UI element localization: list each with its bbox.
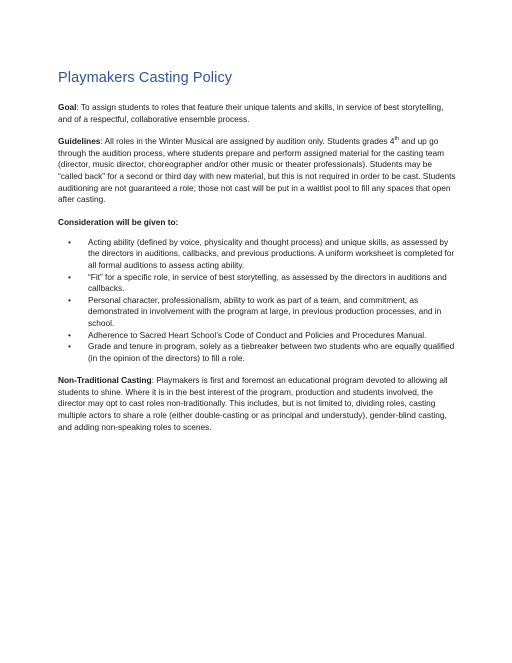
bullet-icon: •: [68, 329, 71, 340]
guidelines-text-after: and up go through the audition process, where students prepare and perform assigned material for the casting team (director, music director, choreographer and/or other music or theater professionals). Students may be “called back” for a second or third day with new material, but this is not required in order to be cast. Students auditioning are not guaranteed a role; those not cast will be put in a waitlist pool to fill any spaces that open after casting.: [58, 136, 456, 205]
list-item: [58, 237, 458, 272]
guidelines-text-before: : All roles in the Winter Musical are assigned by audition only. Students grades 4: [100, 136, 395, 147]
list-item-text: Acting ability (defined by voice, physicality and thought process) and unique skills, as assessed by the directors in auditions, callbacks, and previous productions. A uniform worksheet is completed for all formal auditions to assess acting ability.: [88, 236, 455, 270]
list-item: [58, 295, 458, 330]
bullet-icon: •: [68, 294, 71, 305]
list-item: [58, 330, 458, 342]
list-item-text: Adherence to Sacred Heart School’s Code of Conduct and Policies and Procedures Manual.: [88, 329, 427, 340]
goal-paragraph: [58, 102, 458, 125]
list-item-text: “Fit” for a specific role, in service of best storytelling, as assessed by the directors in auditions and callbacks.: [88, 271, 447, 294]
consideration-list: [58, 237, 458, 365]
document-page: [58, 70, 458, 444]
consideration-heading: Consideration will be given to:: [58, 216, 179, 227]
bullet-icon: •: [68, 341, 71, 352]
goal-text: : To assign students to roles that feature their unique talents and skills, in service of best storytelling, and of a respectful, collaborative ensemble process.: [58, 102, 444, 124]
goal-label: Goal: [58, 102, 77, 112]
bullet-icon: •: [68, 236, 71, 247]
bullet-icon: •: [68, 271, 71, 282]
non-traditional-text: : Playmakers is first and foremost an educational program devoted to allowing all students to shine. Where it is in the best interest of the program, production and students involved, the director may opt to cast roles non-traditionally. This includes, but is not limited to, dividing roles, casting multiple actors to share a role (either double-casting or as principal and understudy), gender-blind casting, and adding non-speaking roles to scenes.: [58, 375, 448, 432]
guidelines-label: Guidelines: [58, 136, 101, 147]
list-item-text: Personal character, professionalism, ability to work as part of a team, and commitment, as demonstrated in involvement with the program at large, in previous production processes, and in school.: [88, 294, 442, 328]
document-title: Playmakers Casting Policy: [58, 70, 233, 86]
list-item: [58, 272, 458, 295]
non-traditional-label: Non-Traditional Casting: [58, 375, 152, 386]
guidelines-superscript: th: [394, 136, 400, 143]
list-item: [58, 341, 458, 364]
list-item-text: Grade and tenure in program, solely as a tiebreaker between two students who are equally qualified (in the opinion of the directors) to fill a role.: [88, 341, 455, 363]
guidelines-paragraph: [58, 136, 458, 206]
non-traditional-paragraph: [58, 375, 458, 433]
